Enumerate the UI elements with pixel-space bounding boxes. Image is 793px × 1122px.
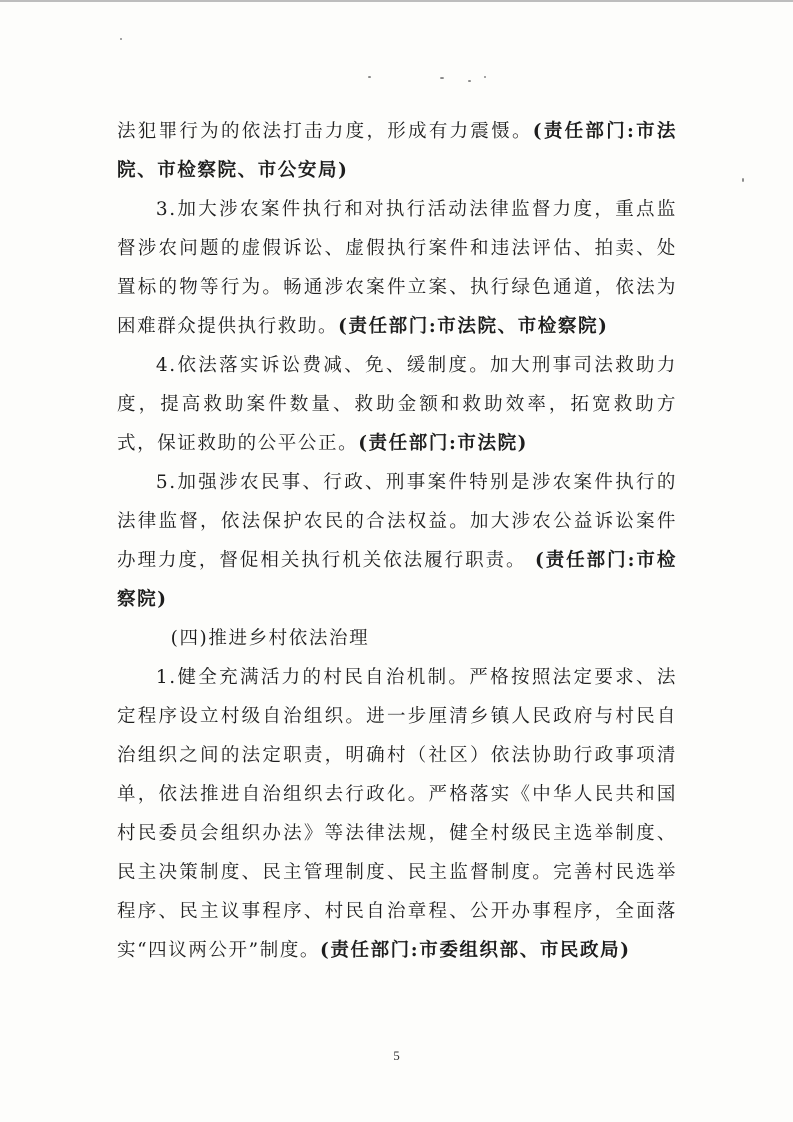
paragraph-1-text: 法犯罪行为的依法打击力度，形成有力震慑。 xyxy=(117,121,533,142)
paragraph-2-text: 3.加大涉农案件执行和对执行活动法律监督力度，重点监督涉农问题的虚假诉讼、虚假执行案件和违法评估、拍卖、处置标的物等行为。畅通涉农案件立案、执行绿色通道，依法为困难群众提供执行救助。 xyxy=(117,199,677,337)
section-paragraph xyxy=(117,658,677,970)
scan-speck xyxy=(440,77,444,79)
paragraph-1 xyxy=(117,112,677,190)
paragraph-4-responsibility: (责任部门:市检察院) xyxy=(117,550,677,610)
paragraph-2 xyxy=(117,190,677,346)
paragraph-3-text: 4.依法落实诉讼费减、免、缓制度。加大刑事司法救助力度，提高救助案件数量、救助金额和救助效率，拓宽救助方式，保证救助的公平公正。 xyxy=(117,355,677,454)
scan-top-edge xyxy=(0,0,793,2)
section-paragraph-text: 1.健全充满活力的村民自治机制。严格按照法定要求、法定程序设立村级自治组织。进一步厘清乡镇人民政府与村民自治组织之间的法定职责，明确村（社区）依法协助行政事项清单，依法推进自治组织去行政化。严格落实《中华人民共和国村民委员会组织办法》等法律法规，健全村级民主选举制度、民主决策制度、民主管理制度、民主监督制度。完善村民选举程序、民主议事程序、村民自治章程、公开办事程序，全面落实“四议两公开”制度。 xyxy=(117,667,677,961)
paragraph-3 xyxy=(117,346,677,463)
paragraph-2-responsibility: (责任部门:市法院、市检察院) xyxy=(338,316,609,337)
scan-speck xyxy=(484,76,486,78)
document-body xyxy=(117,112,677,970)
scan-speck xyxy=(368,76,371,78)
page-number: 5 xyxy=(393,1048,400,1063)
scan-speck xyxy=(120,38,122,40)
paragraph-1-responsibility: (责任部门:市法院、市检察院、市公安局) xyxy=(117,121,677,181)
scan-speck xyxy=(742,178,744,182)
section-paragraph-responsibility: (责任部门:市委组织部、市民政局) xyxy=(320,940,631,961)
section-heading: (四)推进乡村依法治理 xyxy=(170,628,370,649)
scan-speck xyxy=(468,80,471,82)
paragraph-4 xyxy=(117,463,677,619)
paragraph-4-text: 5.加强涉农民事、行政、刑事案件特别是涉农案件执行的法律监督，依法保护农民的合法权益。加大涉农公益诉讼案件办理力度，督促相关执行机关依法履行职责。 xyxy=(117,472,677,571)
paragraph-3-responsibility: (责任部门:市法院) xyxy=(358,433,529,454)
